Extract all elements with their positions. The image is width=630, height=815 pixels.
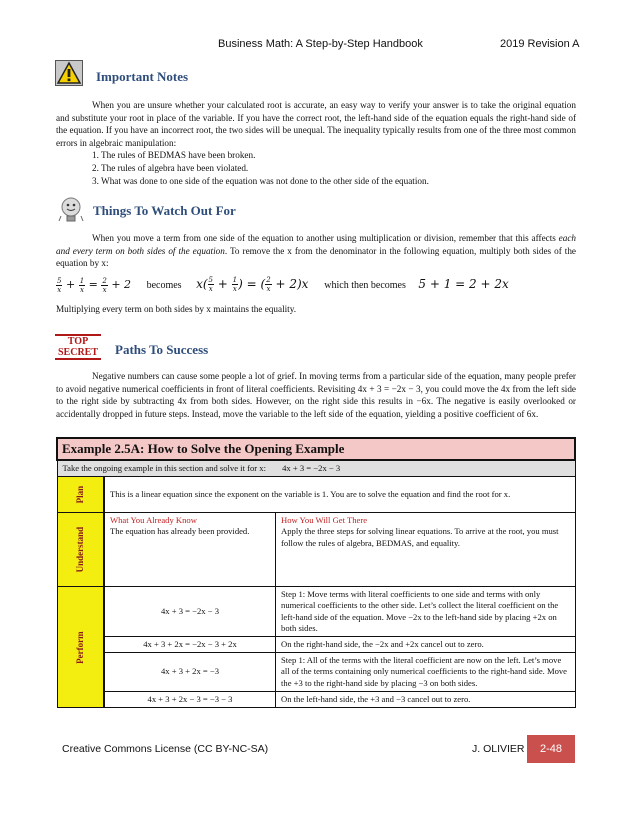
step-explanation: On the left-hand side, the +3 and −3 cancel out to zero. [276, 691, 575, 707]
error-list [56, 149, 576, 187]
equation-original: $\frac{5}{x}$ + $\frac{1}{x}$ = $\frac{2}{x}$ + 2 [57, 276, 135, 294]
step-equation: 4x + 3 + 2x = −3 [104, 653, 276, 692]
already-know-text: The equation has already been provided. [110, 526, 250, 537]
step-equation: 4x + 3 + 2x = −2x − 3 + 2x [104, 637, 276, 653]
list-item: 2. The rules of algebra have been violated. [92, 162, 249, 173]
already-know-cell [104, 513, 276, 587]
example-title: Example 2.5A: How to Solve the Opening Example [57, 438, 575, 460]
running-header-revision: 2019 Revision A [500, 38, 580, 50]
step-equation: 4x + 3 + 2x − 3 = −3 − 3 [104, 691, 276, 707]
badge-bottom: SECRET [55, 347, 101, 360]
badge-top: TOP [55, 334, 101, 347]
footer-license: Creative Commons License (CC BY-NC-SA) [62, 743, 269, 755]
example-intro [57, 460, 575, 477]
example-intro-text: Take the ongoing example in this section and solve it for x: [62, 463, 266, 473]
paths-to-success-body [56, 370, 576, 420]
important-notes-paragraph: When you are unsure whether your calculated root is accurate, an easy way to verify your answer is to take the original equation and substitute your root in place of the variable. If you have the correct root, the left-hand side of the equation equals the right-hand side of the equation. If you have an incorrect root, the two sides will be unequal. The inequality typically results from one of the three most common errors in algebraic manipulation: [56, 100, 576, 148]
list-item: 1. The rules of BEDMAS have been broken. [92, 150, 256, 161]
equation-multiplied: x( $\frac{5}{x}$ + $\frac{1}{x}$ ) = ( $\frac{2}{x}$ + 2)x [196, 276, 313, 293]
plan-label-cell [57, 477, 104, 513]
running-header-title: Business Math: A Step-by-Step Handbook [218, 38, 423, 50]
paths-paragraph: Negative numbers can cause some people a lot of grief. In moving terms from a particular side of the equation, many people prefer to avoid negative numerical coefficients in front of literal coefficients. Revisiting 4x + 3 = −2x − 3, you could move the 4x from the left side to the right side by subtracting 4x from both sides. However, on the right side this results in −6x. The negative is easily overlooked or accidentally dropped in future steps. Instead, move the variable to the left side of the equation, yielding a positive coefficient of 6x. [56, 371, 576, 419]
get-there-text: Apply the three steps for solving linear equations. To arrive at the root, you must follow the rules of algebra, BEDMAS, and equality. [281, 526, 559, 548]
example-table [56, 437, 576, 708]
warning-icon [55, 60, 83, 86]
footer-author: J. OLIVIER [472, 743, 525, 755]
equation-line [56, 276, 509, 294]
watch-text-a: When you move a term from one side of the equation to another using multiplication or division, remember that this affects [92, 233, 559, 243]
becomes-label: becomes [146, 280, 182, 291]
watch-out-after: Multiplying every term on both sides by x maintains the equality. [56, 304, 297, 314]
top-secret-badge [55, 334, 101, 360]
already-know-title: What You Already Know [110, 515, 197, 526]
step-equation: 4x + 3 = −2x − 3 [104, 587, 276, 637]
paths-to-success-title: Paths To Success [115, 342, 209, 357]
example-intro-equation: 4x + 3 = −2x − 3 [282, 463, 341, 473]
perform-label: Perform [74, 630, 85, 664]
list-item: 3. What was done to one side of the equation was not done to the other side of the equation. [92, 175, 429, 186]
step-explanation: On the right-hand side, the −2x and +2x cancel out to zero. [276, 637, 575, 653]
watch-out-title: Things To Watch Out For [93, 203, 236, 218]
get-there-cell [276, 513, 575, 587]
important-notes-title: Important Notes [96, 69, 189, 84]
important-notes-body [56, 99, 576, 187]
equation-result: 5 + 1 = 2 + 2x [418, 277, 509, 291]
watch-out-body [56, 232, 576, 270]
which-then-becomes-label: which then becomes [324, 280, 406, 291]
plan-text: This is a linear equation since the exponent on the variable is 1. You are to solve the equation and find the root for x. [104, 477, 575, 513]
lightbulb-icon [57, 196, 85, 224]
page-number: 2-48 [527, 735, 575, 763]
understand-label: Understand [74, 526, 85, 573]
step-explanation: Step 1: Move terms with literal coefficients to one side and terms with only numerical coefficients to the other side. Let’s collect the literal coefficient on the left-hand side of the equation. Move −2x to the left-hand side by placing +2x on both sides. [276, 587, 575, 637]
perform-label-cell [57, 587, 104, 708]
plan-label: Plan [74, 485, 85, 504]
step-explanation: Step 1: All of the terms with the literal coefficient are now on the left. Let’s move all of the terms containing only numerical coefficients to the right-hand side. Move the +3 to the right-hand side by placing −3 on both sides. [276, 653, 575, 692]
watch-text-emphasis: each and every term on both sides of the equation [56, 233, 576, 256]
watch-text-b: . To remove the x from the denominator in the following equation, multiply both sides of the equation by x: [56, 245, 576, 269]
understand-label-cell [57, 513, 104, 587]
get-there-title: How You Will Get There [281, 515, 368, 526]
